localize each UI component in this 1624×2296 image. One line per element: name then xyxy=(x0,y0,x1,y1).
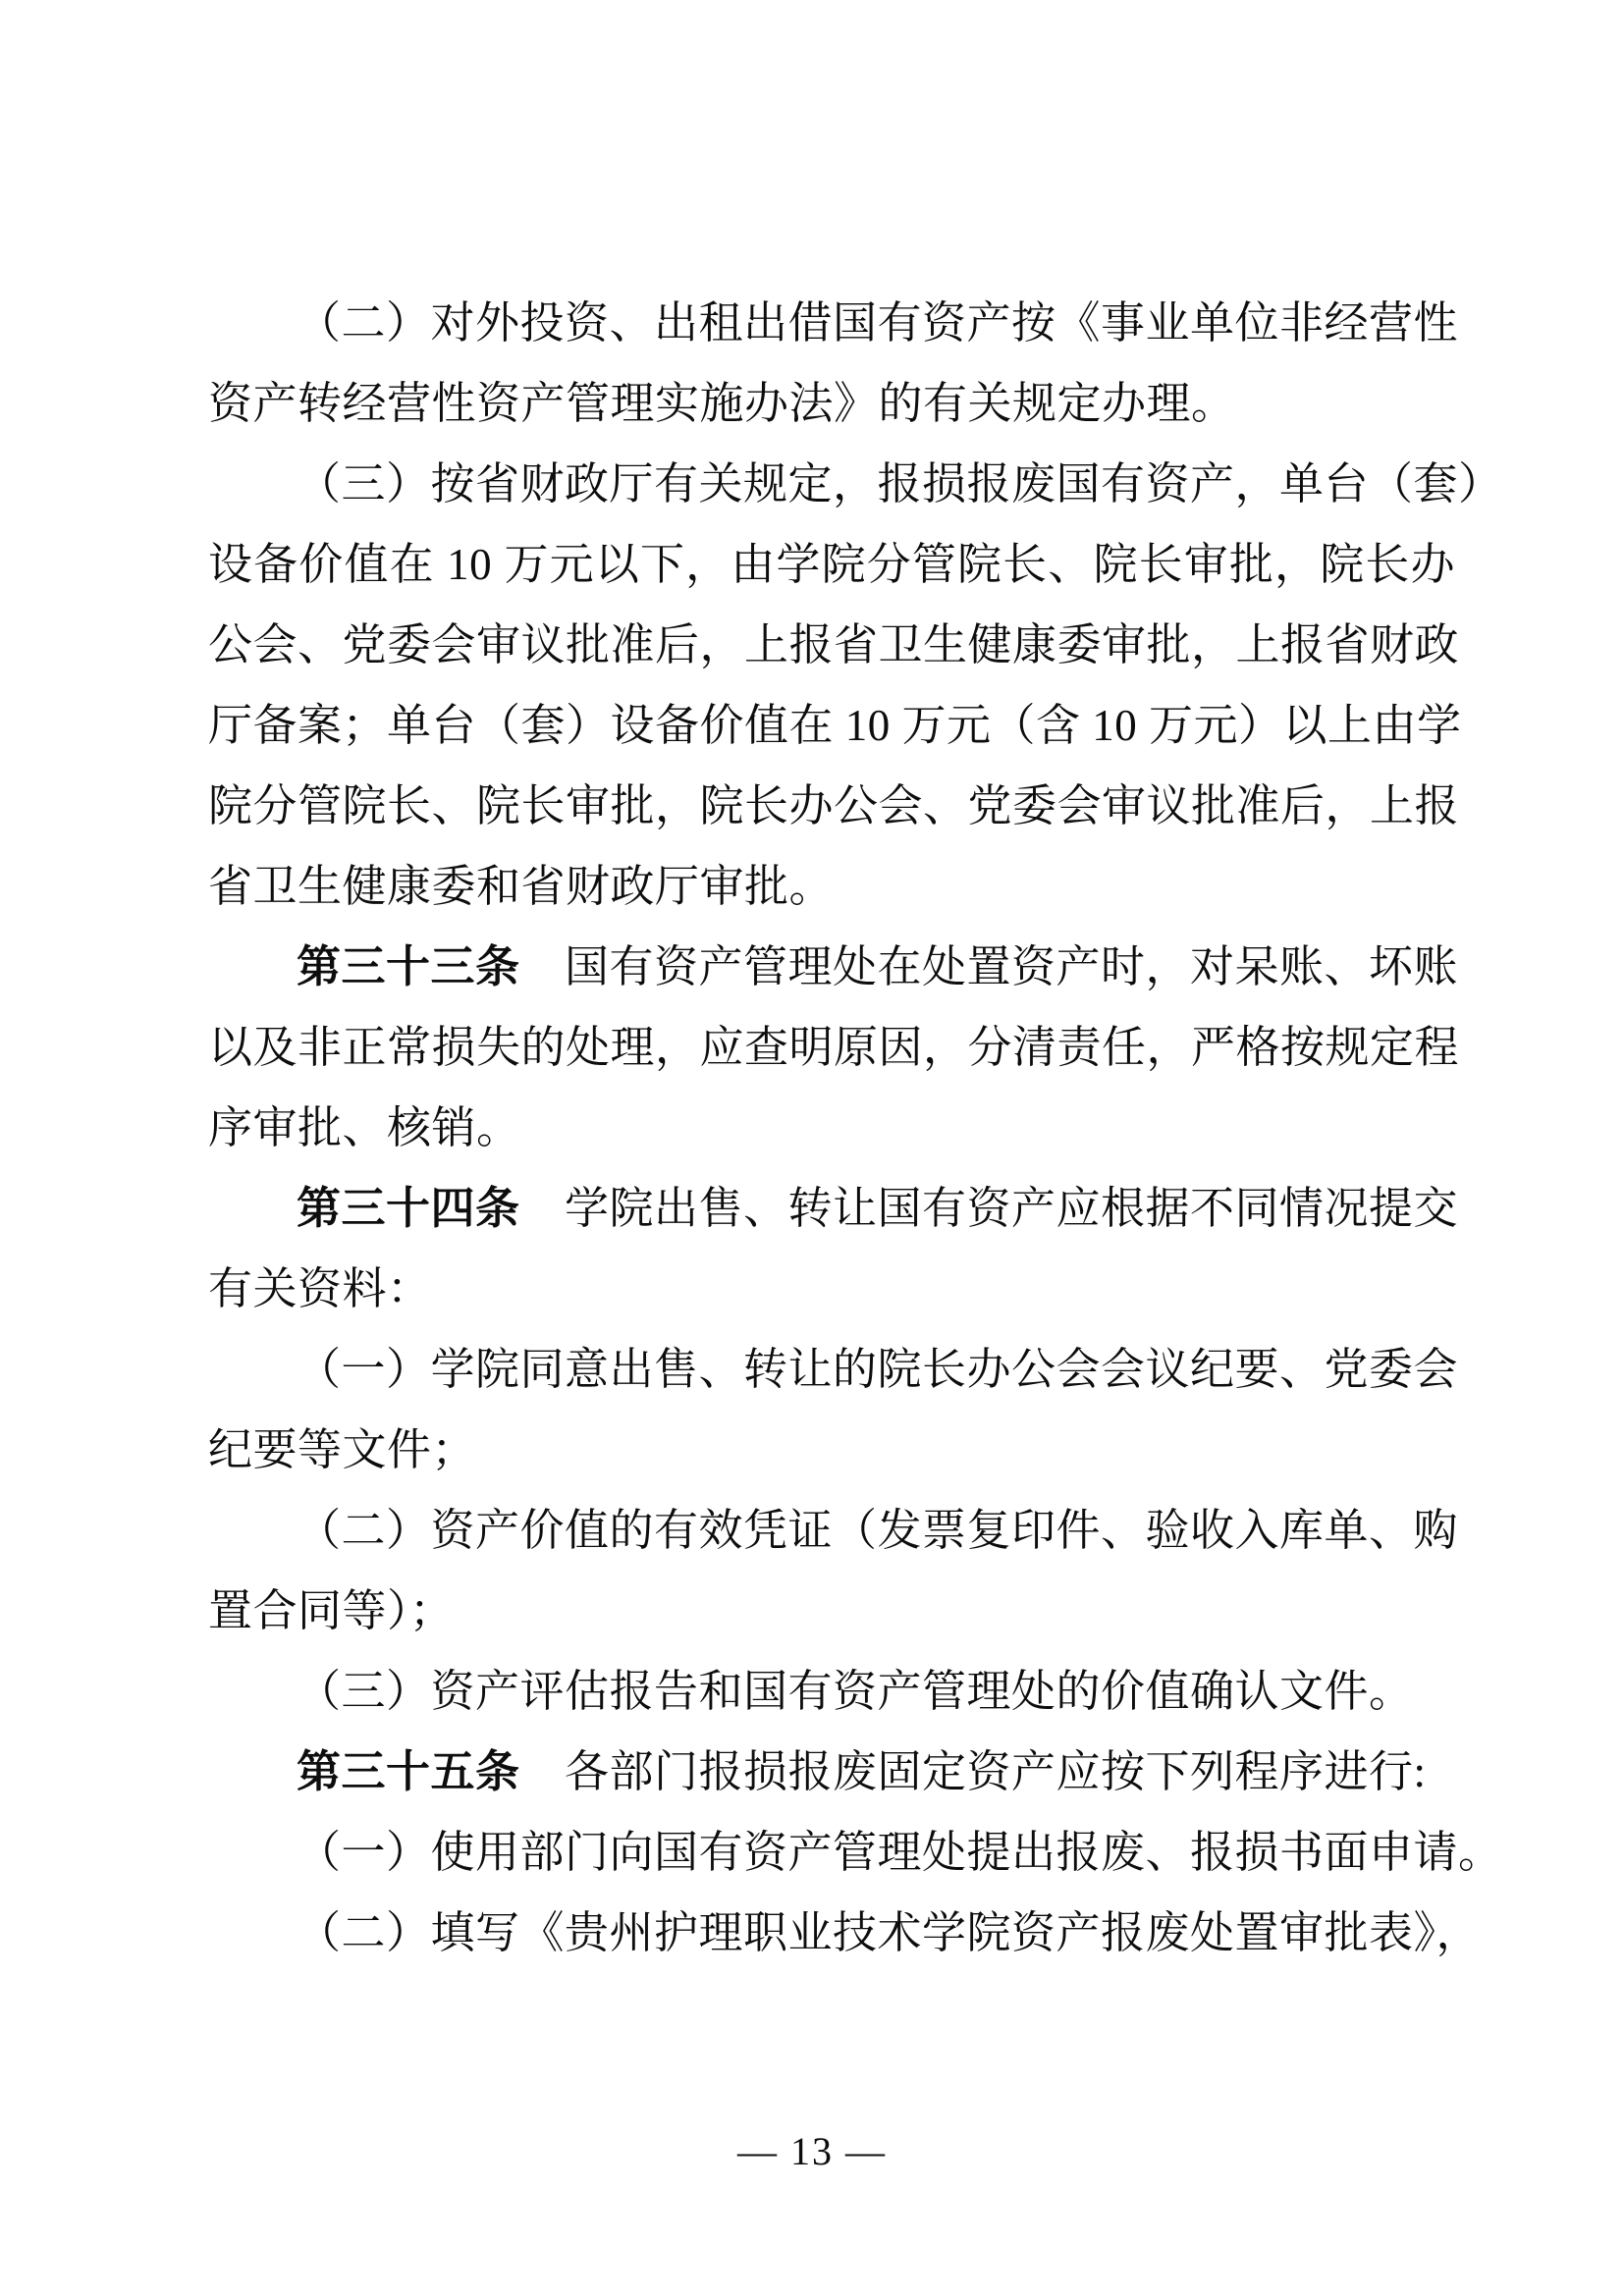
text-segment: 公会、党委会审议批准后，上报省卫生健康委审批，上报省财政 xyxy=(208,620,1460,669)
text-segment: 省卫生健康委和省财政厅审批。 xyxy=(208,862,835,911)
text-line xyxy=(208,1732,1455,1812)
text-segment: （一）使用部门向国有资产管理处提出报废、报损书面申请。 xyxy=(297,1828,1503,1877)
text-segment: （一）学院同意出售、转让的院长办公会会议纪要、党委会 xyxy=(297,1345,1459,1394)
text-segment: 纪要等文件； xyxy=(208,1425,477,1474)
text-line xyxy=(208,1893,1482,1973)
text-line xyxy=(208,444,1503,524)
text-line xyxy=(208,1410,1455,1490)
text-segment: （三）按省财政厅有关规定，报损报废国有资产，单台（套） xyxy=(297,459,1503,508)
text-line xyxy=(208,1249,1455,1329)
text-line xyxy=(208,846,1455,927)
text-line xyxy=(208,1651,1455,1732)
text-line xyxy=(208,927,1459,1007)
text-segment: 置合同等）； xyxy=(208,1586,455,1635)
text-segment: 以及非正常损失的处理，应查明原因，分清责任，严格按规定程 xyxy=(208,1023,1460,1072)
text-line xyxy=(208,1812,1503,1893)
text-segment: （二）填写《贵州护理职业技术学院资产报废处置审批表》， xyxy=(297,1908,1482,1957)
article-heading: 第三十三条 xyxy=(297,942,520,991)
text-segment: 有关资料： xyxy=(208,1264,432,1313)
text-line xyxy=(208,1329,1459,1410)
text-segment: （二）资产价值的有效凭证（发票复印件、验收入库单、购 xyxy=(297,1506,1459,1555)
text-line xyxy=(208,766,1460,846)
text-segment: 设备价值在 10 万元以下，由学院分管院长、院长审批，院长办 xyxy=(208,540,1455,589)
text-segment: 国有资产管理处在处置资产时，对呆账、坏账 xyxy=(519,942,1459,991)
text-segment: 院分管院长、院长审批，院长办公会、党委会审议批准后，上报 xyxy=(208,781,1460,830)
article-heading: 第三十五条 xyxy=(297,1747,520,1796)
text-line xyxy=(208,1571,1455,1651)
text-segment: 资产转经营性资产管理实施办法》的有关规定办理。 xyxy=(208,379,1236,428)
text-line xyxy=(208,1007,1460,1088)
text-line xyxy=(208,283,1459,363)
text-line xyxy=(208,1490,1459,1571)
text-segment: （二）对外投资、出租出借国有资产按《事业单位非经营性 xyxy=(297,298,1459,347)
text-segment: （三）资产评估报告和国有资产管理处的价值确认文件。 xyxy=(297,1667,1414,1716)
document-text-block xyxy=(208,283,1503,1973)
text-segment: 各部门报损报废固定资产应按下列程序进行: xyxy=(519,1747,1427,1796)
article-heading: 第三十四条 xyxy=(297,1184,520,1233)
text-line xyxy=(208,605,1460,685)
page-number: — 13 — xyxy=(737,2129,887,2173)
text-segment: 序审批、核销。 xyxy=(208,1103,521,1152)
text-segment: 学院出售、转让国有资产应根据不同情况提交 xyxy=(519,1184,1459,1233)
text-line xyxy=(208,1088,1455,1168)
text-line xyxy=(208,524,1455,605)
text-line xyxy=(208,363,1455,444)
text-line xyxy=(208,685,1462,766)
text-segment: 厅备案；单台（套）设备价值在 10 万元（含 10 万元）以上由学 xyxy=(208,701,1462,750)
text-line xyxy=(208,1168,1459,1249)
